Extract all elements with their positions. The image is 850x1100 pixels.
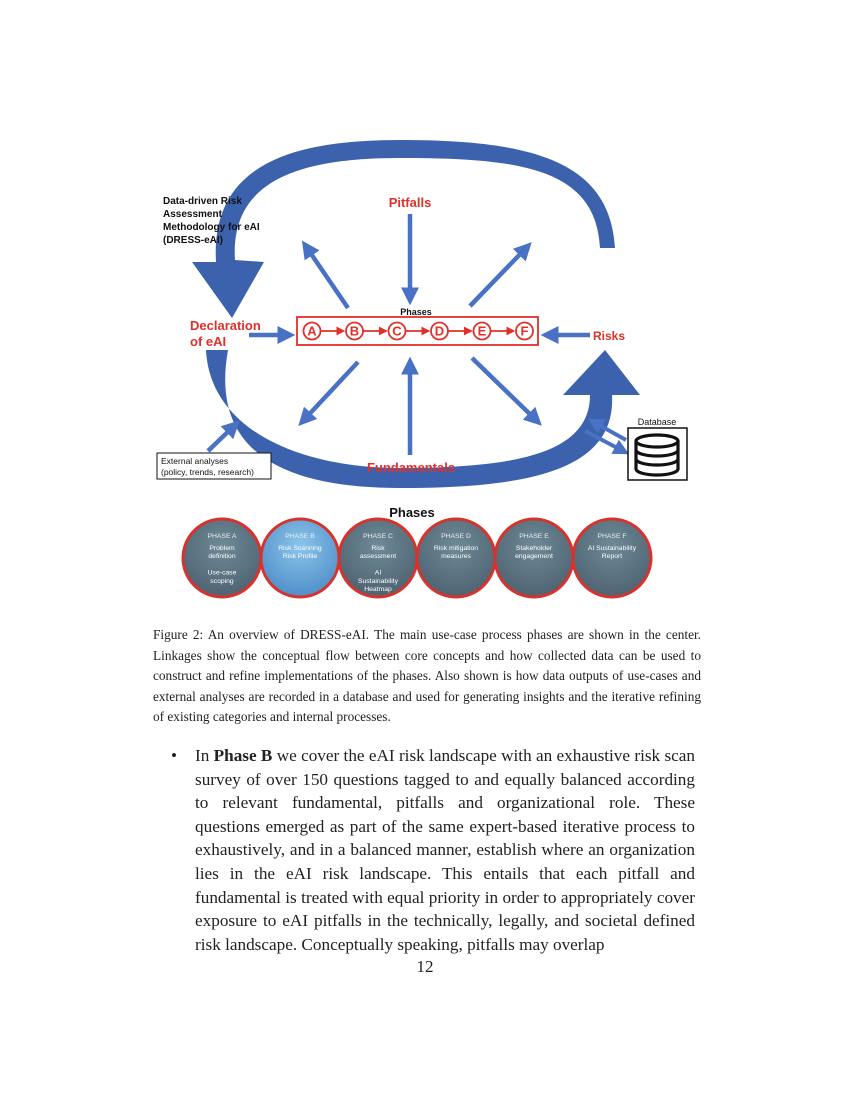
database-label: Database xyxy=(637,417,677,427)
phase-circle-name: PHASE B xyxy=(285,533,315,540)
diagram-title-line: Methodology for eAI xyxy=(163,222,260,233)
pitfalls-label: Pitfalls xyxy=(388,195,432,210)
declaration-label: Declaration xyxy=(190,318,261,333)
phase-letter: C xyxy=(392,323,402,339)
phase-circle-name: PHASE D xyxy=(441,533,471,540)
phase-circle-name: PHASE C xyxy=(363,533,393,540)
diagram-title-line: Data-driven Risk xyxy=(163,196,242,207)
bullet-text: In Phase B we cover the eAI risk landscape with an exhaustive risk scan survey of over 150 questions tagged to and equally balanced according to relevant fundamental, pitfalls and organizational role. These questions emerged as part of the same expert-based iterative process to exhaustively, and in a balanced manner, establish where an organization lies in the eAI risk landscape. This entails that each pitfall and fundamental is treated with equal priority in order to appropriately cover exposure to eAI pitfalls in the technically, legally, and societal defined risk landscape. Conceptually speaking, pitfalls may overlap xyxy=(195,746,695,954)
phase-letter: E xyxy=(477,323,487,339)
phase-circle-text: Use-case xyxy=(207,569,237,577)
phase-circle-text: Problem xyxy=(209,545,235,552)
diagram-title-line: (DRESS-eAI) xyxy=(163,235,224,246)
figure-caption: Figure 2: An overview of DRESS-eAI. The main use-case process phases are shown in the center. Linkages show the conceptual flow between core concepts and how collected data can be used to construct and refine implementations of the phases. Also shown is how data outputs of use-cases and external analyses are recorded in a database and used for generating insights and the iterative refining of existing categories and internal processes. xyxy=(153,627,701,724)
external-analyses-label: (policy, trends, research) xyxy=(161,467,254,477)
phase-circle-text: Stakeholder xyxy=(515,545,553,552)
phase-circle-text: measures xyxy=(441,553,471,561)
phase-circle-row xyxy=(183,519,651,597)
phases-box-label: Phases xyxy=(400,307,432,317)
bullet-item xyxy=(171,744,695,956)
bullet-bold-term: Phase B xyxy=(213,746,273,765)
phase-letter: F xyxy=(520,323,529,339)
declaration-label: of eAI xyxy=(190,334,227,349)
phase-circle-name: PHASE E xyxy=(519,533,549,540)
phase-circle-text: Risk Scanning xyxy=(278,545,322,552)
bullet-dot: • xyxy=(171,746,178,765)
phase-circle-text: Sustainability xyxy=(357,577,399,585)
phase-letter: B xyxy=(349,323,360,339)
phases-row-title: Phases xyxy=(389,505,435,520)
phase-circle-text: AI Sustainability xyxy=(587,545,637,552)
risks-label: Risks xyxy=(593,329,626,343)
phase-circle-text: Risk mitigation xyxy=(433,545,479,552)
phase-circle-text: scoping xyxy=(210,577,234,585)
phase-circle-text: Report xyxy=(601,553,623,561)
phase-circle-text: AI xyxy=(374,569,382,577)
phase-circle-text: engagement xyxy=(515,553,553,561)
phase-circle-name: PHASE A xyxy=(207,533,237,540)
page-number: 12 xyxy=(416,957,434,976)
phase-circle-text: Risk Profile xyxy=(282,553,318,561)
external-analyses-label: External analyses xyxy=(161,456,229,466)
phase-circle-text: Risk xyxy=(371,545,385,552)
phase-circle-text: assessment xyxy=(359,553,397,561)
phase-letter: A xyxy=(307,323,317,339)
phase-circle-text: Heatmap xyxy=(364,586,392,593)
phase-circle-text: definition xyxy=(208,553,236,561)
fundamentals-label: Fundamentals xyxy=(366,460,456,475)
phase-letter: D xyxy=(434,323,445,339)
phase-circle-name: PHASE F xyxy=(597,533,627,540)
diagram-title-line: Assessment xyxy=(163,209,222,220)
